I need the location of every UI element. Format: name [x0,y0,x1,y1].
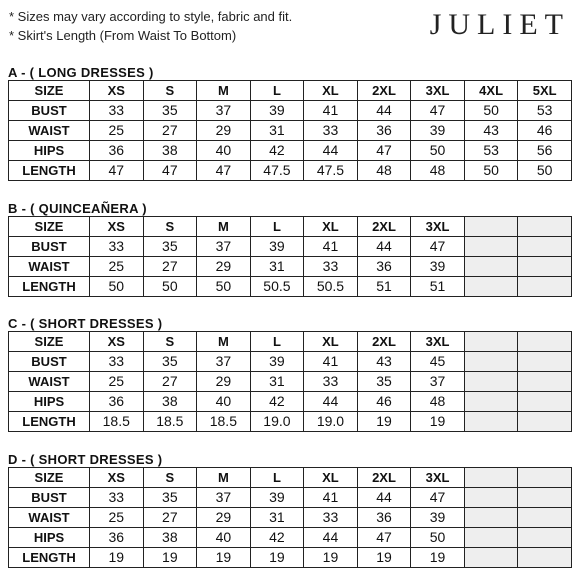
measurement-cell: 33 [304,372,358,392]
size-column-header [518,217,572,237]
measurement-cell [464,392,518,412]
measurement-cell: 50.5 [304,277,358,297]
note-line: * Sizes may vary according to style, fabric and fit. [9,9,293,24]
size-column-header: L [250,468,304,488]
measurement-cell: 40 [197,392,251,412]
measurement-cell: 38 [143,528,197,548]
measurement-cell: 35 [143,101,197,121]
measurement-cell: 48 [357,161,411,181]
measurement-cell: 36 [90,528,144,548]
measurement-cell [464,372,518,392]
section-title: B - ( QUINCEAÑERA ) [8,201,147,216]
measurement-cell: 46 [518,121,572,141]
size-column-header: 3XL [411,81,465,101]
row-label: BUST [9,237,90,257]
measurement-cell: 35 [357,372,411,392]
size-column-header: L [250,332,304,352]
measurement-cell: 39 [411,508,465,528]
table-row [9,161,572,181]
size-header-cell: SIZE [9,217,90,237]
row-label: WAIST [9,257,90,277]
size-column-header: 3XL [411,332,465,352]
section-title: A - ( LONG DRESSES ) [8,65,154,80]
measurement-cell: 50 [143,277,197,297]
brand-logo: JULIET [429,8,570,41]
header-row [9,332,572,352]
size-column-header: L [250,217,304,237]
measurement-cell: 48 [411,161,465,181]
measurement-cell: 33 [90,237,144,257]
table-row [9,528,572,548]
measurement-cell: 46 [357,392,411,412]
measurement-cell: 19 [143,548,197,568]
size-column-header: XS [90,332,144,352]
measurement-cell: 33 [304,257,358,277]
size-column-header: S [143,217,197,237]
measurement-cell: 19 [304,548,358,568]
measurement-cell: 37 [197,352,251,372]
size-column-header [464,468,518,488]
measurement-cell: 42 [250,141,304,161]
table-row [9,488,572,508]
size-column-header: M [197,468,251,488]
measurement-cell: 37 [197,488,251,508]
row-label: BUST [9,488,90,508]
measurement-cell: 37 [197,101,251,121]
measurement-cell: 29 [197,257,251,277]
measurement-cell: 39 [250,488,304,508]
size-column-header [518,468,572,488]
measurement-cell: 50 [197,277,251,297]
size-column-header: M [197,217,251,237]
measurement-cell: 36 [90,392,144,412]
measurement-cell: 29 [197,372,251,392]
measurement-cell: 36 [357,257,411,277]
measurement-cell: 45 [411,352,465,372]
header-row [9,81,572,101]
measurement-cell: 27 [143,508,197,528]
measurement-cell: 27 [143,372,197,392]
row-label: WAIST [9,508,90,528]
row-label: HIPS [9,392,90,412]
measurement-cell: 41 [304,352,358,372]
size-column-header: M [197,81,251,101]
measurement-cell [464,488,518,508]
measurement-cell: 50.5 [250,277,304,297]
measurement-cell [518,488,572,508]
measurement-cell: 50 [464,101,518,121]
measurement-cell: 19 [90,548,144,568]
measurement-cell: 41 [304,488,358,508]
table-row [9,352,572,372]
measurement-cell: 33 [304,121,358,141]
size-column-header: 5XL [518,81,572,101]
measurement-cell [464,277,518,297]
row-label: LENGTH [9,548,90,568]
table-row [9,101,572,121]
measurement-cell: 42 [250,392,304,412]
note-line: * Skirt's Length (From Waist To Bottom) [9,28,237,43]
table-row [9,372,572,392]
measurement-cell: 47 [197,161,251,181]
measurement-cell: 27 [143,257,197,277]
size-column-header: XL [304,217,358,237]
measurement-cell: 19 [357,548,411,568]
section-title: D - ( SHORT DRESSES ) [8,452,163,467]
table-row [9,412,572,432]
size-header-cell: SIZE [9,468,90,488]
measurement-cell: 19 [411,548,465,568]
measurement-cell: 36 [357,121,411,141]
measurement-cell: 33 [304,508,358,528]
measurement-cell: 25 [90,508,144,528]
row-label: BUST [9,101,90,121]
measurement-cell: 44 [357,237,411,257]
measurement-cell: 25 [90,372,144,392]
measurement-cell: 31 [250,121,304,141]
measurement-cell: 43 [357,352,411,372]
measurement-cell: 56 [518,141,572,161]
measurement-cell [518,237,572,257]
measurement-cell: 29 [197,121,251,141]
measurement-cell [464,548,518,568]
size-column-header: S [143,468,197,488]
size-column-header: L [250,81,304,101]
measurement-cell: 44 [357,488,411,508]
measurement-cell: 39 [250,352,304,372]
measurement-cell: 33 [90,101,144,121]
measurement-cell [464,352,518,372]
measurement-cell: 47.5 [250,161,304,181]
measurement-cell [518,508,572,528]
measurement-cell [464,508,518,528]
size-column-header [464,332,518,352]
measurement-cell: 31 [250,372,304,392]
size-table [8,216,572,297]
row-label: HIPS [9,528,90,548]
size-column-header: 3XL [411,217,465,237]
size-table [8,80,572,181]
measurement-cell: 25 [90,121,144,141]
size-column-header: S [143,332,197,352]
measurement-cell: 50 [411,528,465,548]
measurement-cell [518,277,572,297]
measurement-cell: 31 [250,508,304,528]
measurement-cell: 18.5 [90,412,144,432]
measurement-cell: 47 [143,161,197,181]
measurement-cell: 40 [197,141,251,161]
size-column-header [518,332,572,352]
row-label: WAIST [9,372,90,392]
measurement-cell: 19 [197,548,251,568]
measurement-cell: 43 [464,121,518,141]
row-label: LENGTH [9,412,90,432]
measurement-cell: 40 [197,528,251,548]
measurement-cell: 44 [304,392,358,412]
size-table [8,467,572,568]
measurement-cell: 39 [250,237,304,257]
measurement-cell: 53 [518,101,572,121]
size-section-long-dresses [8,65,572,181]
size-column-header: XL [304,81,358,101]
table-row [9,237,572,257]
measurement-cell: 38 [143,141,197,161]
measurement-cell: 31 [250,257,304,277]
size-column-header: M [197,332,251,352]
measurement-cell: 47 [357,528,411,548]
notes [9,7,292,45]
measurement-cell: 25 [90,257,144,277]
measurement-cell: 47 [411,488,465,508]
measurement-cell: 39 [411,121,465,141]
measurement-cell: 36 [90,141,144,161]
measurement-cell: 37 [411,372,465,392]
measurement-cell: 44 [304,141,358,161]
size-column-header: 2XL [357,468,411,488]
measurement-cell: 29 [197,508,251,528]
table-row [9,508,572,528]
measurement-cell [518,392,572,412]
measurement-cell: 18.5 [143,412,197,432]
measurement-cell [518,372,572,392]
measurement-cell: 37 [197,237,251,257]
size-column-header: XL [304,468,358,488]
size-column-header: 2XL [357,217,411,237]
table-row [9,548,572,568]
table-row [9,277,572,297]
measurement-cell: 41 [304,101,358,121]
row-label: BUST [9,352,90,372]
size-column-header: S [143,81,197,101]
measurement-cell: 33 [90,352,144,372]
measurement-cell [464,412,518,432]
measurement-cell [518,548,572,568]
size-column-header [464,217,518,237]
measurement-cell: 35 [143,237,197,257]
measurement-cell: 36 [357,508,411,528]
measurement-cell: 47 [90,161,144,181]
row-label: WAIST [9,121,90,141]
measurement-cell: 51 [357,277,411,297]
size-column-header: XS [90,217,144,237]
measurement-cell: 19 [411,412,465,432]
measurement-cell: 44 [304,528,358,548]
row-label: HIPS [9,141,90,161]
measurement-cell [464,257,518,277]
measurement-cell [518,528,572,548]
measurement-cell: 53 [464,141,518,161]
measurement-cell: 39 [411,257,465,277]
measurement-cell: 47 [411,237,465,257]
measurement-cell: 50 [90,277,144,297]
measurement-cell: 39 [250,101,304,121]
measurement-cell: 47 [357,141,411,161]
measurement-cell: 27 [143,121,197,141]
size-column-header: 2XL [357,81,411,101]
measurement-cell: 35 [143,352,197,372]
measurement-cell: 38 [143,392,197,412]
size-column-header: 4XL [464,81,518,101]
measurement-cell [518,257,572,277]
measurement-cell: 50 [518,161,572,181]
measurement-cell: 50 [464,161,518,181]
size-column-header: XL [304,332,358,352]
measurement-cell: 41 [304,237,358,257]
size-section-short-dresses-c [8,316,572,432]
header-row [9,217,572,237]
row-label: LENGTH [9,161,90,181]
measurement-cell: 35 [143,488,197,508]
measurement-cell: 19 [250,548,304,568]
measurement-cell [464,237,518,257]
measurement-cell: 50 [411,141,465,161]
header-row [9,468,572,488]
row-label: LENGTH [9,277,90,297]
size-column-header: XS [90,468,144,488]
measurement-cell: 48 [411,392,465,412]
measurement-cell: 19 [357,412,411,432]
measurement-cell: 47.5 [304,161,358,181]
measurement-cell: 47 [411,101,465,121]
measurement-cell: 33 [90,488,144,508]
size-table [8,331,572,432]
measurement-cell: 19.0 [250,412,304,432]
size-column-header: XS [90,81,144,101]
table-row [9,392,572,412]
measurement-cell [518,352,572,372]
size-section-quinceanera [8,201,572,297]
measurement-cell: 18.5 [197,412,251,432]
measurement-cell: 51 [411,277,465,297]
measurement-cell [518,412,572,432]
size-header-cell: SIZE [9,81,90,101]
measurement-cell: 44 [357,101,411,121]
section-title: C - ( SHORT DRESSES ) [8,316,163,331]
measurement-cell [464,528,518,548]
table-row [9,141,572,161]
size-header-cell: SIZE [9,332,90,352]
size-column-header: 2XL [357,332,411,352]
measurement-cell: 42 [250,528,304,548]
size-column-header: 3XL [411,468,465,488]
measurement-cell: 19.0 [304,412,358,432]
table-row [9,257,572,277]
table-row [9,121,572,141]
size-section-short-dresses-d [8,452,572,568]
